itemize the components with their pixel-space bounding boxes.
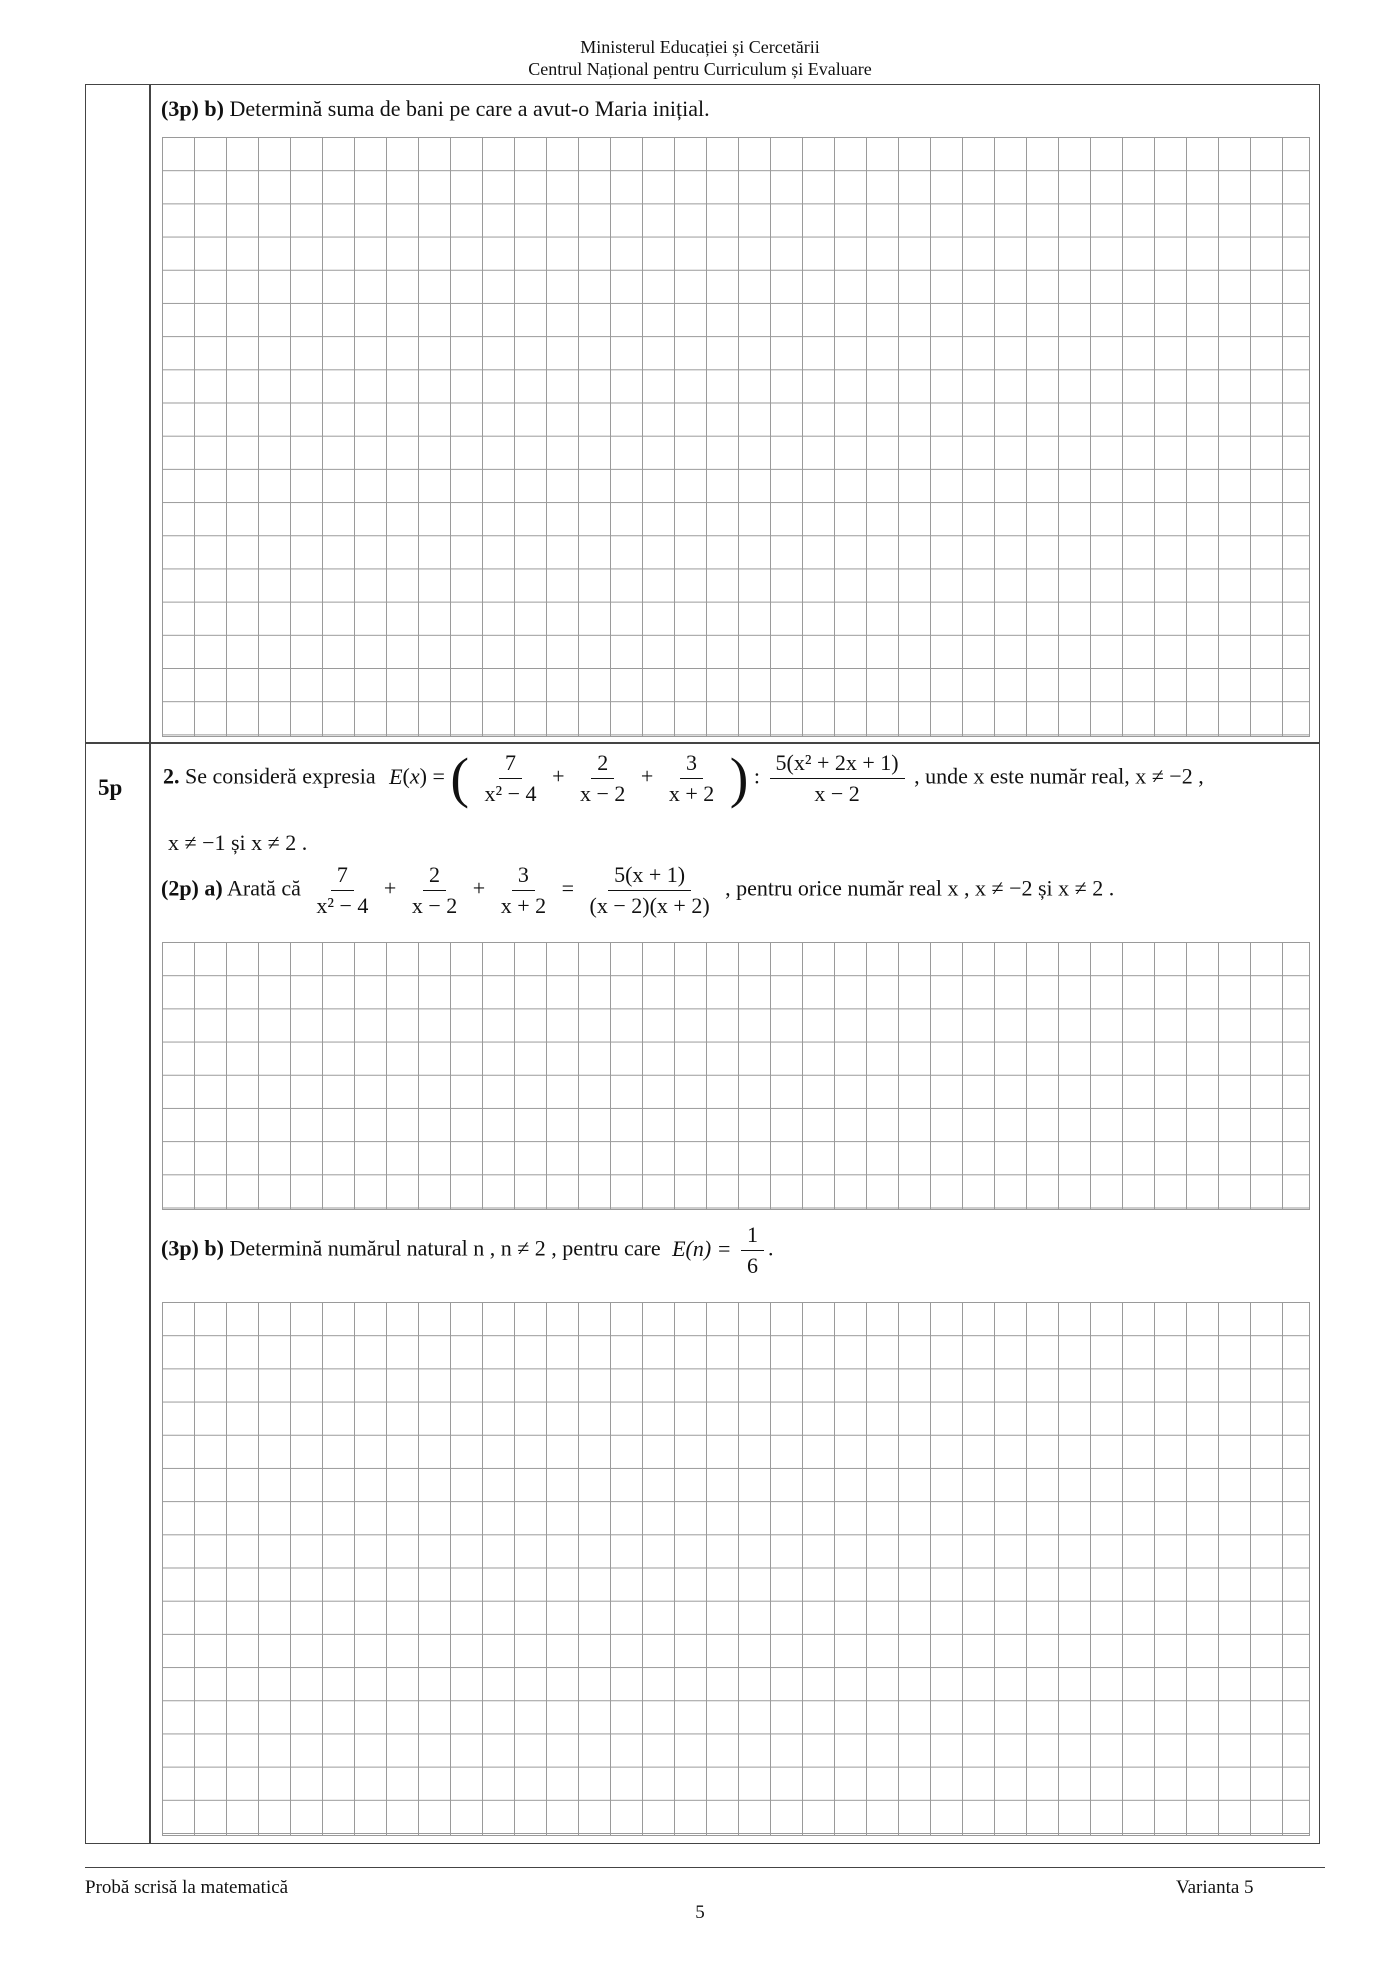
- q2b-statement: (3p) b) Determină numărul natural n , n ≠ 2 , pentru care E(n) = $\frac{1}{6}$ .: [161, 1222, 774, 1278]
- fraction-result: $\frac{5(x + 1)}{(x - 2)(x + 2)}$: [589, 862, 710, 918]
- answer-grid-q1b[interactable]: [162, 137, 1310, 737]
- points-label: 5p: [98, 775, 123, 800]
- ministry-name: Ministerul Educației și Cercetării: [580, 37, 820, 57]
- fraction-divisor: $\frac{\text{5(x² + 2x + 1)}}{x - 2}$: [770, 750, 905, 807]
- footer-variant: Varianta 5: [1176, 1877, 1254, 1898]
- q2-conditions: x ≠ −1 și x ≠ 2 .: [168, 830, 308, 855]
- fraction-2: $\frac{2}{x - 2}$: [579, 750, 626, 806]
- fraction-3: $\frac{3}{x + 2}$: [668, 750, 715, 806]
- points-column-divider: [149, 84, 151, 1844]
- row-divider: [85, 742, 1320, 744]
- q2a-statement: (2p) a) Arată că $\frac{7}{\text{x² − 4}}$ + $\frac{2}{x - 2}$ + $\frac{3}{x + 2}$ = $\frac{5(x + 1)}{(x - 2)(x + 2)}$ , pentru orice număr real x , x ≠ −2 și x ≠ 2 .: [161, 862, 1115, 918]
- q2-statement: 2. Se consideră expresia E(x) = ( $\frac{7}{\text{x² − 4}}$ + $\frac{2}{x - 2}$ + $\frac{3}{x + 2}$ ) : $\frac{\text{5(x² + 2x + 1)}}{x - 2}$ , unde x este număr real, x ≠ −2 ,: [163, 747, 1204, 810]
- answer-grid-q2b[interactable]: [162, 1302, 1310, 1836]
- page-header: [0, 36, 1400, 80]
- fraction-one-sixth: $\frac{1}{6}$: [741, 1222, 764, 1279]
- footer-divider: [85, 1867, 1325, 1868]
- q1b-statement: (3p) b) Determină suma de bani pe care a avut-o Maria inițial.: [161, 96, 710, 121]
- center-name: Centrul Național pentru Curriculum și Evaluare: [528, 59, 872, 79]
- answer-grid-q2a[interactable]: [162, 942, 1310, 1210]
- footer-exam-title: Probă scrisă la matematică: [85, 1877, 289, 1898]
- page-number: 5: [695, 1902, 705, 1923]
- fraction-7: $\frac{7}{\text{x² − 4}}$: [484, 750, 537, 806]
